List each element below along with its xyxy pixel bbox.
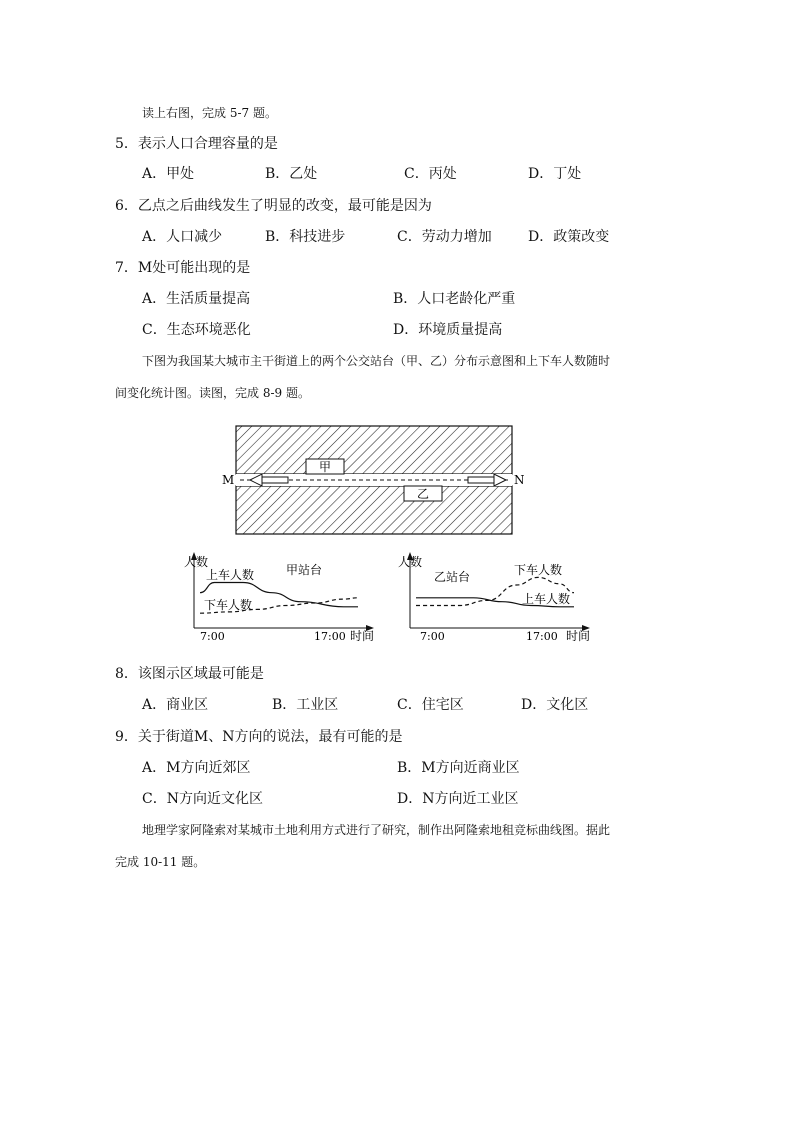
intro-5-7: 读上右图，完成 5-7 题。 [142, 106, 277, 120]
chart-yi-xtick-0: 7:00 [420, 630, 445, 643]
q7-option-a[interactable]: A．生活质量提高 [142, 291, 251, 307]
label-n: N [514, 473, 525, 487]
street-diagram [218, 420, 534, 540]
chart-yi-series-label-0: 下车人数 [514, 563, 563, 577]
chart-jia-station [180, 548, 380, 648]
upper-block [236, 426, 512, 474]
question-7-stem: 7．M处可能出现的是 [115, 260, 251, 276]
stop-jia-label: 甲 [318, 460, 332, 474]
intro-8-9-line1: 下图为我国某大城市主干街道上的两个公交站台（甲、乙）分布示意图和上下车人数随时 [142, 354, 611, 368]
intro-10-11-line1: 地理学家阿隆索对某城市土地利用方式进行了研究，制作出阿隆索地租竞标曲线图。据此 [142, 823, 611, 837]
q9-option-d[interactable]: D．N方向近工业区 [397, 791, 519, 807]
q5-option-a[interactable]: A．甲处 [142, 166, 195, 182]
q8-option-c[interactable]: C．住宅区 [397, 697, 464, 713]
q5-option-b[interactable]: B．乙处 [265, 166, 318, 182]
label-m: M [222, 473, 235, 487]
q5-option-d[interactable]: D．丁处 [528, 166, 582, 182]
q8-option-b[interactable]: B．工业区 [272, 697, 339, 713]
chart-yi-title: 乙站台 [434, 570, 471, 584]
q6-option-b[interactable]: B．科技进步 [265, 229, 346, 245]
q7-option-b[interactable]: B．人口老龄化严重 [393, 291, 516, 307]
chart-jia-xlabel: 时间 [350, 629, 375, 643]
chart-yi-xlabel: 时间 [566, 629, 591, 643]
q9-option-c[interactable]: C．N方向近文化区 [142, 791, 263, 807]
q9-option-a[interactable]: A．M方向近郊区 [142, 760, 251, 776]
q6-option-a[interactable]: A．人口减少 [142, 229, 223, 245]
question-9-stem: 9．关于街道M、N方向的说法，最有可能的是 [115, 729, 403, 745]
stop-yi-label: 乙 [416, 487, 430, 501]
q9-option-b[interactable]: B．M方向近商业区 [397, 760, 520, 776]
chart-yi-station [396, 548, 596, 648]
chart-jia-title: 甲站台 [286, 563, 323, 577]
chart-jia-series-label-0: 上车人数 [206, 568, 255, 582]
q7-option-c[interactable]: C．生态环境恶化 [142, 322, 251, 338]
chart-yi-ylabel: 人数 [398, 555, 423, 569]
q8-option-d[interactable]: D．文化区 [521, 697, 589, 713]
chart-yi-series-label-1: 上车人数 [522, 592, 571, 606]
q6-option-c[interactable]: C．劳动力增加 [397, 229, 492, 245]
q5-option-c[interactable]: C．丙处 [404, 166, 457, 182]
question-8-stem: 8．该图示区域最可能是 [115, 666, 264, 682]
intro-8-9-line2: 间变化统计图。读图，完成 8-9 题。 [115, 386, 310, 400]
chart-jia-xtick-0: 7:00 [200, 630, 225, 643]
chart-jia-series-label-1: 下车人数 [204, 598, 253, 612]
q7-option-d[interactable]: D．环境质量提高 [393, 322, 503, 338]
q8-option-a[interactable]: A．商业区 [142, 697, 209, 713]
lower-block [236, 486, 512, 534]
question-5-stem: 5．表示人口合理容量的是 [115, 136, 278, 152]
q6-option-d[interactable]: D．政策改变 [528, 229, 610, 245]
intro-10-11-line2: 完成 10-11 题。 [115, 855, 206, 869]
question-6-stem: 6．乙点之后曲线发生了明显的改变，最可能是因为 [115, 198, 432, 214]
chart-jia-xtick-1: 17:00 [314, 630, 346, 643]
chart-yi-xtick-1: 17:00 [526, 630, 558, 643]
chart-jia-ylabel: 人数 [184, 555, 209, 569]
